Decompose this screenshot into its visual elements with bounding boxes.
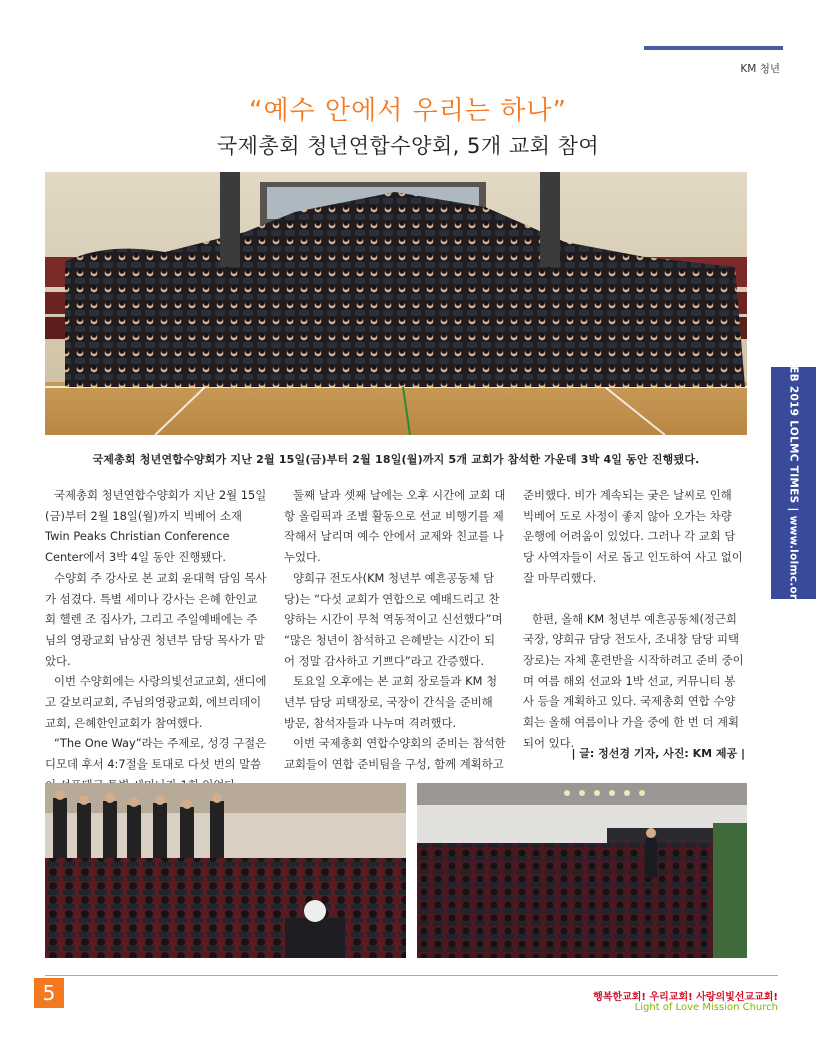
footer-slogan: 행복한교회! 우리교회! 사랑의빛선교교회!: [593, 992, 778, 1003]
worship-photo-left-image: [45, 783, 406, 958]
byline: | 글: 정선경 기자, 사진: KM 제공 |: [571, 747, 745, 760]
paragraph: 준비했다. 비가 계속되는 궂은 날씨로 인해 빅베어 도로 사정이 좋지 않아 오가는 차량 운행에 어려움이 있었다. 그러나 각 교회 담당 사역자들이 서로 돕고 인도하여 사고 없이 잘 마무리했다.: [523, 488, 743, 585]
header-rule: [644, 46, 783, 50]
paragraph: 국제총회 청년연합수양회가 지난 2월 15일(금)부터 2월 18일(월)까지 빅베어 소재 Twin Peaks Christian Conference Center에서 3박 4일 동안 진행됐다.: [45, 488, 267, 565]
paragraph: 수양회 주 강사로 본 교회 윤대혁 담임 목사가 섬겼다. 특별 세미나 강사는 은혜 한인교회 헬렌 조 집사가, 그리고 주일예배에는 주님의 영광교회 남상권 청년부 담당 목사가 맡았다.: [45, 570, 267, 668]
article-column-3: [523, 485, 745, 753]
footer-rule: [45, 975, 778, 976]
worship-photo-right: [417, 783, 747, 958]
paragraph: 둘째 날과 셋째 날에는 오후 시간에 교회 대항 올림픽과 조별 활동으로 선교 비행기를 제작해서 날리며 예수 안에서 교제와 친교를 나누었다.: [284, 488, 506, 565]
paragraph: “The One Way”라는 주제로, 성경 구절은 디모데 후서 4:7절을 토대로 다섯 번의 말씀: [45, 736, 267, 772]
paragraph: 토요일 오후에는 본 교회 장로들과 KM 청년부 담당 피택장로, 국장이 간식을 준비해 방문, 참석자들과 나누며 격려했다.: [284, 674, 498, 730]
photo-caption: 국제총회 청년연합수양회가 지난 2월 15일(금)부터 2월 18일(월)까지 5개 교회가 참석한 가운데 3박 4일 동안 진행됐다.: [92, 453, 700, 466]
paragraph: 한편, 올해 KM 청년부 예흔공동체(정근희 국장, 양희규 담당 전도사, 조내창 담당 피택장로)는 자체 훈련반을 시작하려고 준비 중이며 여름 해외 선교와 1박 선교, 커뮤니티 봉사 등을 계획하고 있다. 국제총회 연합 수양회는 올해 여름이나 가을 중에 한 번 더 계획되어 있다.: [523, 611, 744, 750]
section-label: KM 청년: [740, 63, 780, 75]
paragraph: 이번 국제총회 연합수양회의 준비는 참석한 교회들이 연합 준비팀을 구성, 함께 계획하고: [284, 736, 506, 772]
side-tab: [771, 358, 816, 608]
group-photo: [45, 172, 747, 435]
footer-church-name: Light of Love Mission Church: [634, 1002, 778, 1013]
article-subtitle: 국제총회 청년연합수양회, 5개 교회 참여: [216, 134, 600, 158]
group-photo-image: [45, 172, 747, 435]
page-number: 5: [34, 978, 64, 1008]
article-column-1: [45, 485, 267, 796]
paragraph: 양희규 전도사(KM 청년부 예흔공동체 담당)는 “다섯 교회가 연합으로 예배드리고 찬양하는 시간이 무척 역동적이고 신선했다”며 “많은 청년이 참석하고 은혜받는 시간이 되어 정말 감사하고 기쁘다”라고 간증했다.: [284, 570, 503, 668]
worship-photo-right-image: [417, 783, 747, 958]
side-tab-label: FEB 2019 LOLMC TIMES | www.lolmc.org: [787, 358, 800, 608]
worship-photo-left: [45, 783, 406, 958]
paragraph: 이번 수양회에는 사랑의빛선교교회, 샌디에고 갈보리교회, 주님의영광교회, 에브리데이교회, 은혜한인교회가 참여했다.: [45, 674, 267, 730]
article-column-2: [284, 485, 506, 775]
article-title: “예수 안에서 우리는 하나”: [249, 96, 567, 126]
